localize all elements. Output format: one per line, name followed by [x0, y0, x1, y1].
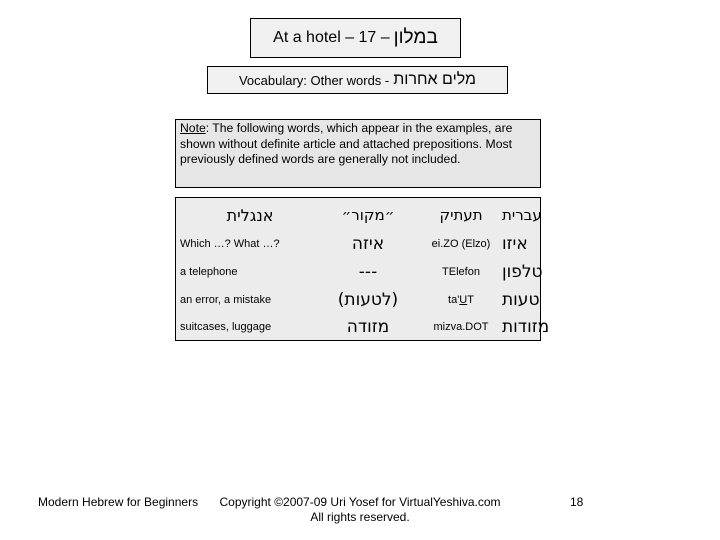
translit-part: T	[467, 294, 474, 306]
copyright-line: Copyright ©2007-09 Uri Yosef for VirtualYeshiva.com	[219, 495, 501, 509]
row-transliteration: mizva.DOT	[433, 321, 489, 333]
row-english: Which …? What …?	[180, 238, 280, 250]
note-box	[175, 119, 541, 188]
row-hebrew: מזודות	[502, 317, 550, 337]
table-row	[176, 230, 540, 258]
row-english: a telephone	[180, 266, 238, 278]
row-transliteration: TElefon	[442, 266, 480, 278]
table-row	[176, 314, 550, 340]
page-number: 18	[570, 495, 584, 509]
footer-copyright	[212, 495, 508, 525]
subtitle-hebrew: מלים אחרות	[393, 71, 477, 88]
row-source: ---	[358, 262, 378, 282]
row-source: (לטעות)	[337, 290, 399, 310]
header-transliteration: תעתיק	[439, 206, 483, 224]
table-header-row	[176, 200, 540, 230]
note-text: : The following words, which appear in the examples, are shown without definite article and attached prepositions. Most previously defined words are generally not included.	[180, 121, 513, 167]
row-english: an error, a mistake	[180, 294, 272, 306]
row-source: איזה	[351, 234, 385, 254]
header-english: אנגלית	[226, 205, 274, 225]
note-label: Note	[180, 121, 206, 135]
translit-part: ta'	[448, 294, 460, 306]
title-box	[250, 18, 461, 58]
row-hebrew: איזו	[502, 234, 528, 254]
header-hebrew: עברית	[502, 206, 542, 224]
table-row	[176, 286, 540, 314]
header-source: ״מקור״	[341, 206, 395, 224]
title-hebrew: במלון	[393, 27, 438, 48]
vocabulary-table	[175, 197, 550, 341]
row-hebrew: טלפון	[502, 262, 543, 282]
translit-stressed: U	[459, 294, 468, 306]
footer-course-title: Modern Hebrew for Beginners	[38, 495, 199, 509]
row-english: suitcases, luggage	[180, 321, 272, 333]
subtitle-box	[207, 66, 508, 94]
row-source: מזודה	[346, 317, 390, 337]
table-row	[176, 258, 543, 286]
row-transliteration: ei.ZO (Elzo)	[431, 238, 491, 250]
row-hebrew: טעות	[502, 290, 540, 310]
rights-line: All rights reserved.	[310, 510, 410, 524]
title-english: At a hotel – 17 –	[273, 29, 390, 46]
subtitle-english: Vocabulary: Other words -	[238, 72, 390, 88]
row-transliteration	[420, 286, 502, 314]
